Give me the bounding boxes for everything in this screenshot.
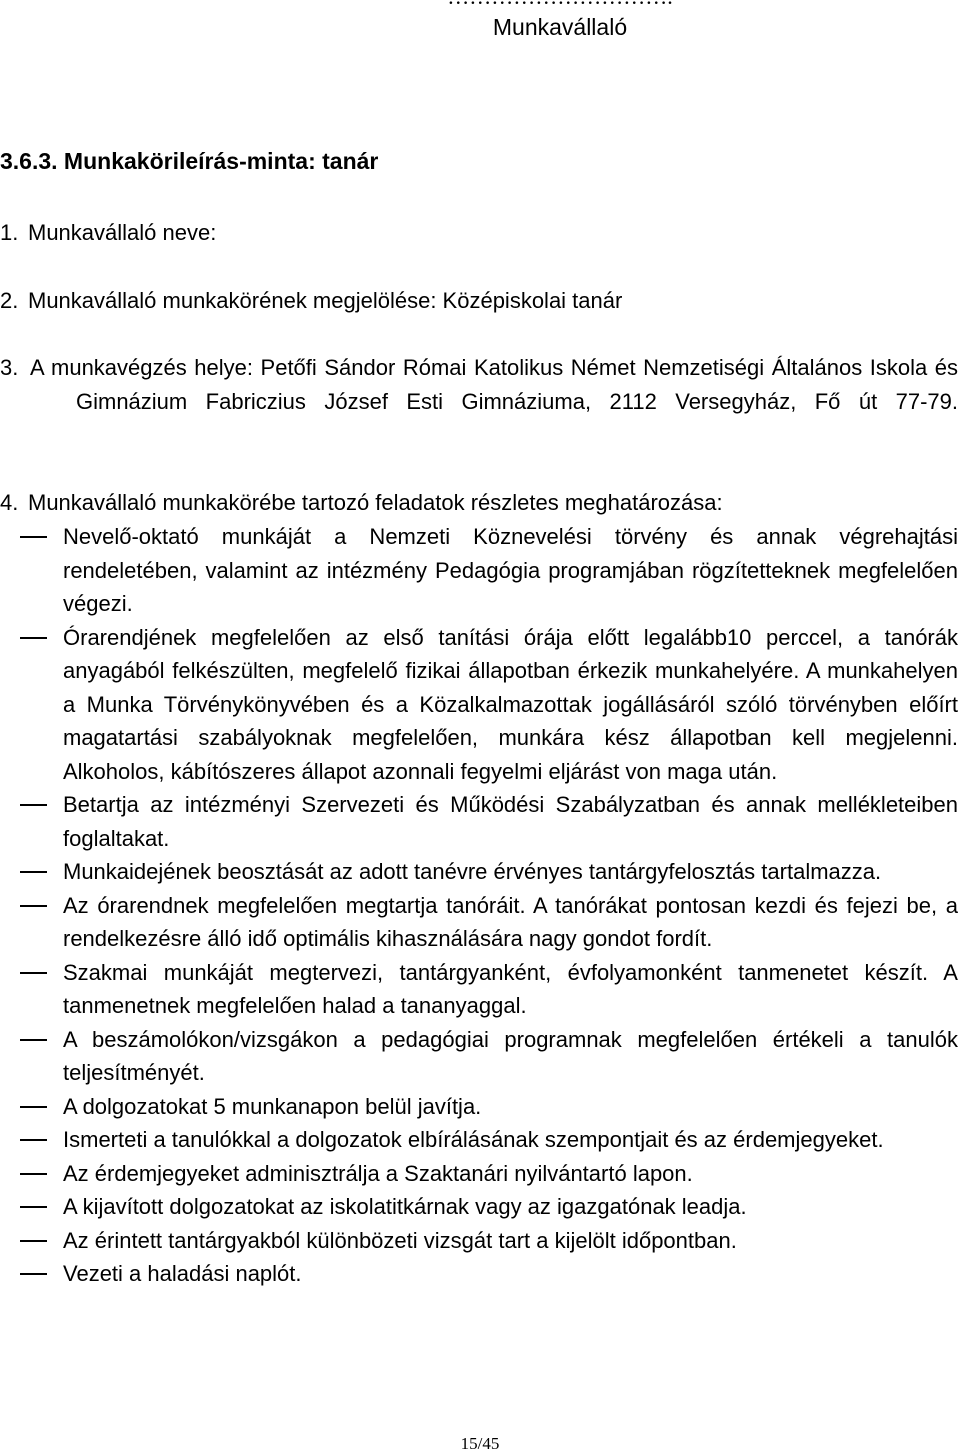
- item-number: 4.: [0, 490, 19, 515]
- task-text: A kijavított dolgozatokat az iskolatitkárnak vagy az igazgatónak leadja.: [63, 1194, 747, 1219]
- task-text: Az órarendnek megfelelően megtartja tanóráit. A tanórákat pontosan kezdi és fejezi be, a rendelkezésre álló idő optimális kihasználására nagy gondot fordít.: [63, 892, 958, 951]
- duties-list: [0, 520, 958, 1291]
- list-item: [0, 889, 958, 956]
- list-item: [0, 788, 958, 855]
- dash-bullet: [20, 1273, 47, 1275]
- numbered-item-workplace: [0, 351, 958, 452]
- numbered-item-name: [0, 216, 958, 250]
- dash-bullet: [20, 1106, 47, 1108]
- dash-bullet: [20, 972, 47, 974]
- list-item: [0, 1023, 958, 1090]
- item-text: Munkavállaló neve:: [28, 220, 217, 245]
- dash-bullet: [20, 1139, 47, 1141]
- list-item: [0, 1090, 958, 1124]
- list-item: [0, 1123, 958, 1157]
- task-text: Munkaidejének beosztását az adott tanévre érvényes tantárgyfelosztás tartalmazza.: [63, 859, 882, 884]
- page-number: 15/45: [460, 1434, 500, 1453]
- task-text: Vezeti a haladási naplót.: [63, 1261, 302, 1286]
- dash-bullet: [20, 1039, 47, 1041]
- signature-label: Munkavállaló: [492, 14, 628, 40]
- task-text: Nevelő-oktató munkáját a Nemzeti Köznevelési törvény és annak végrehajtási rendeletében, valamint az intézmény Pedagógia programjában rögzítetteknek megfelelően végezi.: [63, 524, 958, 616]
- task-text: Az érintett tantárgyakból különbözeti vizsgát tart a kijelölt időpontban.: [63, 1227, 737, 1253]
- item-number: 3.: [0, 355, 19, 380]
- item-number: 2.: [0, 288, 19, 313]
- task-text: Órarendjének megfelelően az első tanítási órája előtt legalább10 perccel, a tanórák anyagából felkészülten, megfelelő fizikai állapotban érkezik munkahelyére. A munkahelyen a Munka Törvénykönyvében és a Közalkalmazottak jogállásáról szóló törvényben előírt magatartási szabályoknak megfelelően, munkára kész állapotban kell megjelenni. Alkoholos, kábítószeres állapot azonnali fegyelmi eljárást von maga után.: [63, 624, 958, 784]
- item-text: Munkavállaló munkakörébe tartozó feladatok részletes meghatározása:: [28, 490, 723, 515]
- list-item: [0, 1157, 958, 1191]
- list-item: [0, 1224, 958, 1258]
- item-text: Munkavállaló munkakörének megjelölése: Középiskolai tanár: [28, 288, 623, 313]
- item-text: A munkavégzés helye: Petőfi Sándor Római Katolikus Német Nemzetiségi Általános Iskola és Gimnázium Fabriczius József Esti Gimnáziuma, 2112 Versegyház, Fő út 77-79.: [30, 355, 958, 414]
- list-item: [0, 855, 958, 889]
- numbered-item-duties-heading: [0, 486, 958, 520]
- task-text: Betartja az intézményi Szervezeti és Működési Szabályzatban és annak mellékleteiben foglaltakat.: [63, 792, 958, 851]
- task-text: Ismerteti a tanulókkal a dolgozatok elbírálásának szempontjait és az érdemjegyeket.: [63, 1127, 884, 1152]
- dash-bullet: [20, 1240, 47, 1242]
- dash-bullet: [20, 804, 47, 806]
- list-item: [0, 956, 958, 1023]
- item-number: 1.: [0, 220, 19, 245]
- task-text: A beszámolókon/vizsgákon a pedagógiai programnak megfelelően értékeli a tanulók teljesítményét.: [63, 1026, 958, 1085]
- list-item: [0, 621, 958, 789]
- list-item: [0, 520, 958, 621]
- dash-bullet: [20, 871, 47, 873]
- dash-bullet: [20, 905, 47, 907]
- signature-line: [360, 0, 760, 10]
- numbered-item-position: [0, 284, 958, 318]
- task-text: A dolgozatokat 5 munkanapon belül javítja.: [63, 1093, 482, 1119]
- list-item: [0, 1190, 958, 1224]
- dash-bullet: [20, 1206, 47, 1208]
- section-title: 3.6.3. Munkakörileírás-minta: tanár: [0, 148, 379, 174]
- dash-bullet: [20, 637, 47, 639]
- dash-bullet: [20, 536, 47, 538]
- task-text: Szakmai munkáját megtervezi, tantárgyanként, évfolyamonként tanmenetet készít. A tanmenetnek megfelelően halad a tananyaggal.: [63, 959, 958, 1018]
- dash-bullet: [20, 1173, 47, 1175]
- task-text: Az érdemjegyeket adminisztrálja a Szaktanári nyilvántartó lapon.: [63, 1160, 693, 1186]
- list-item: [0, 1257, 958, 1291]
